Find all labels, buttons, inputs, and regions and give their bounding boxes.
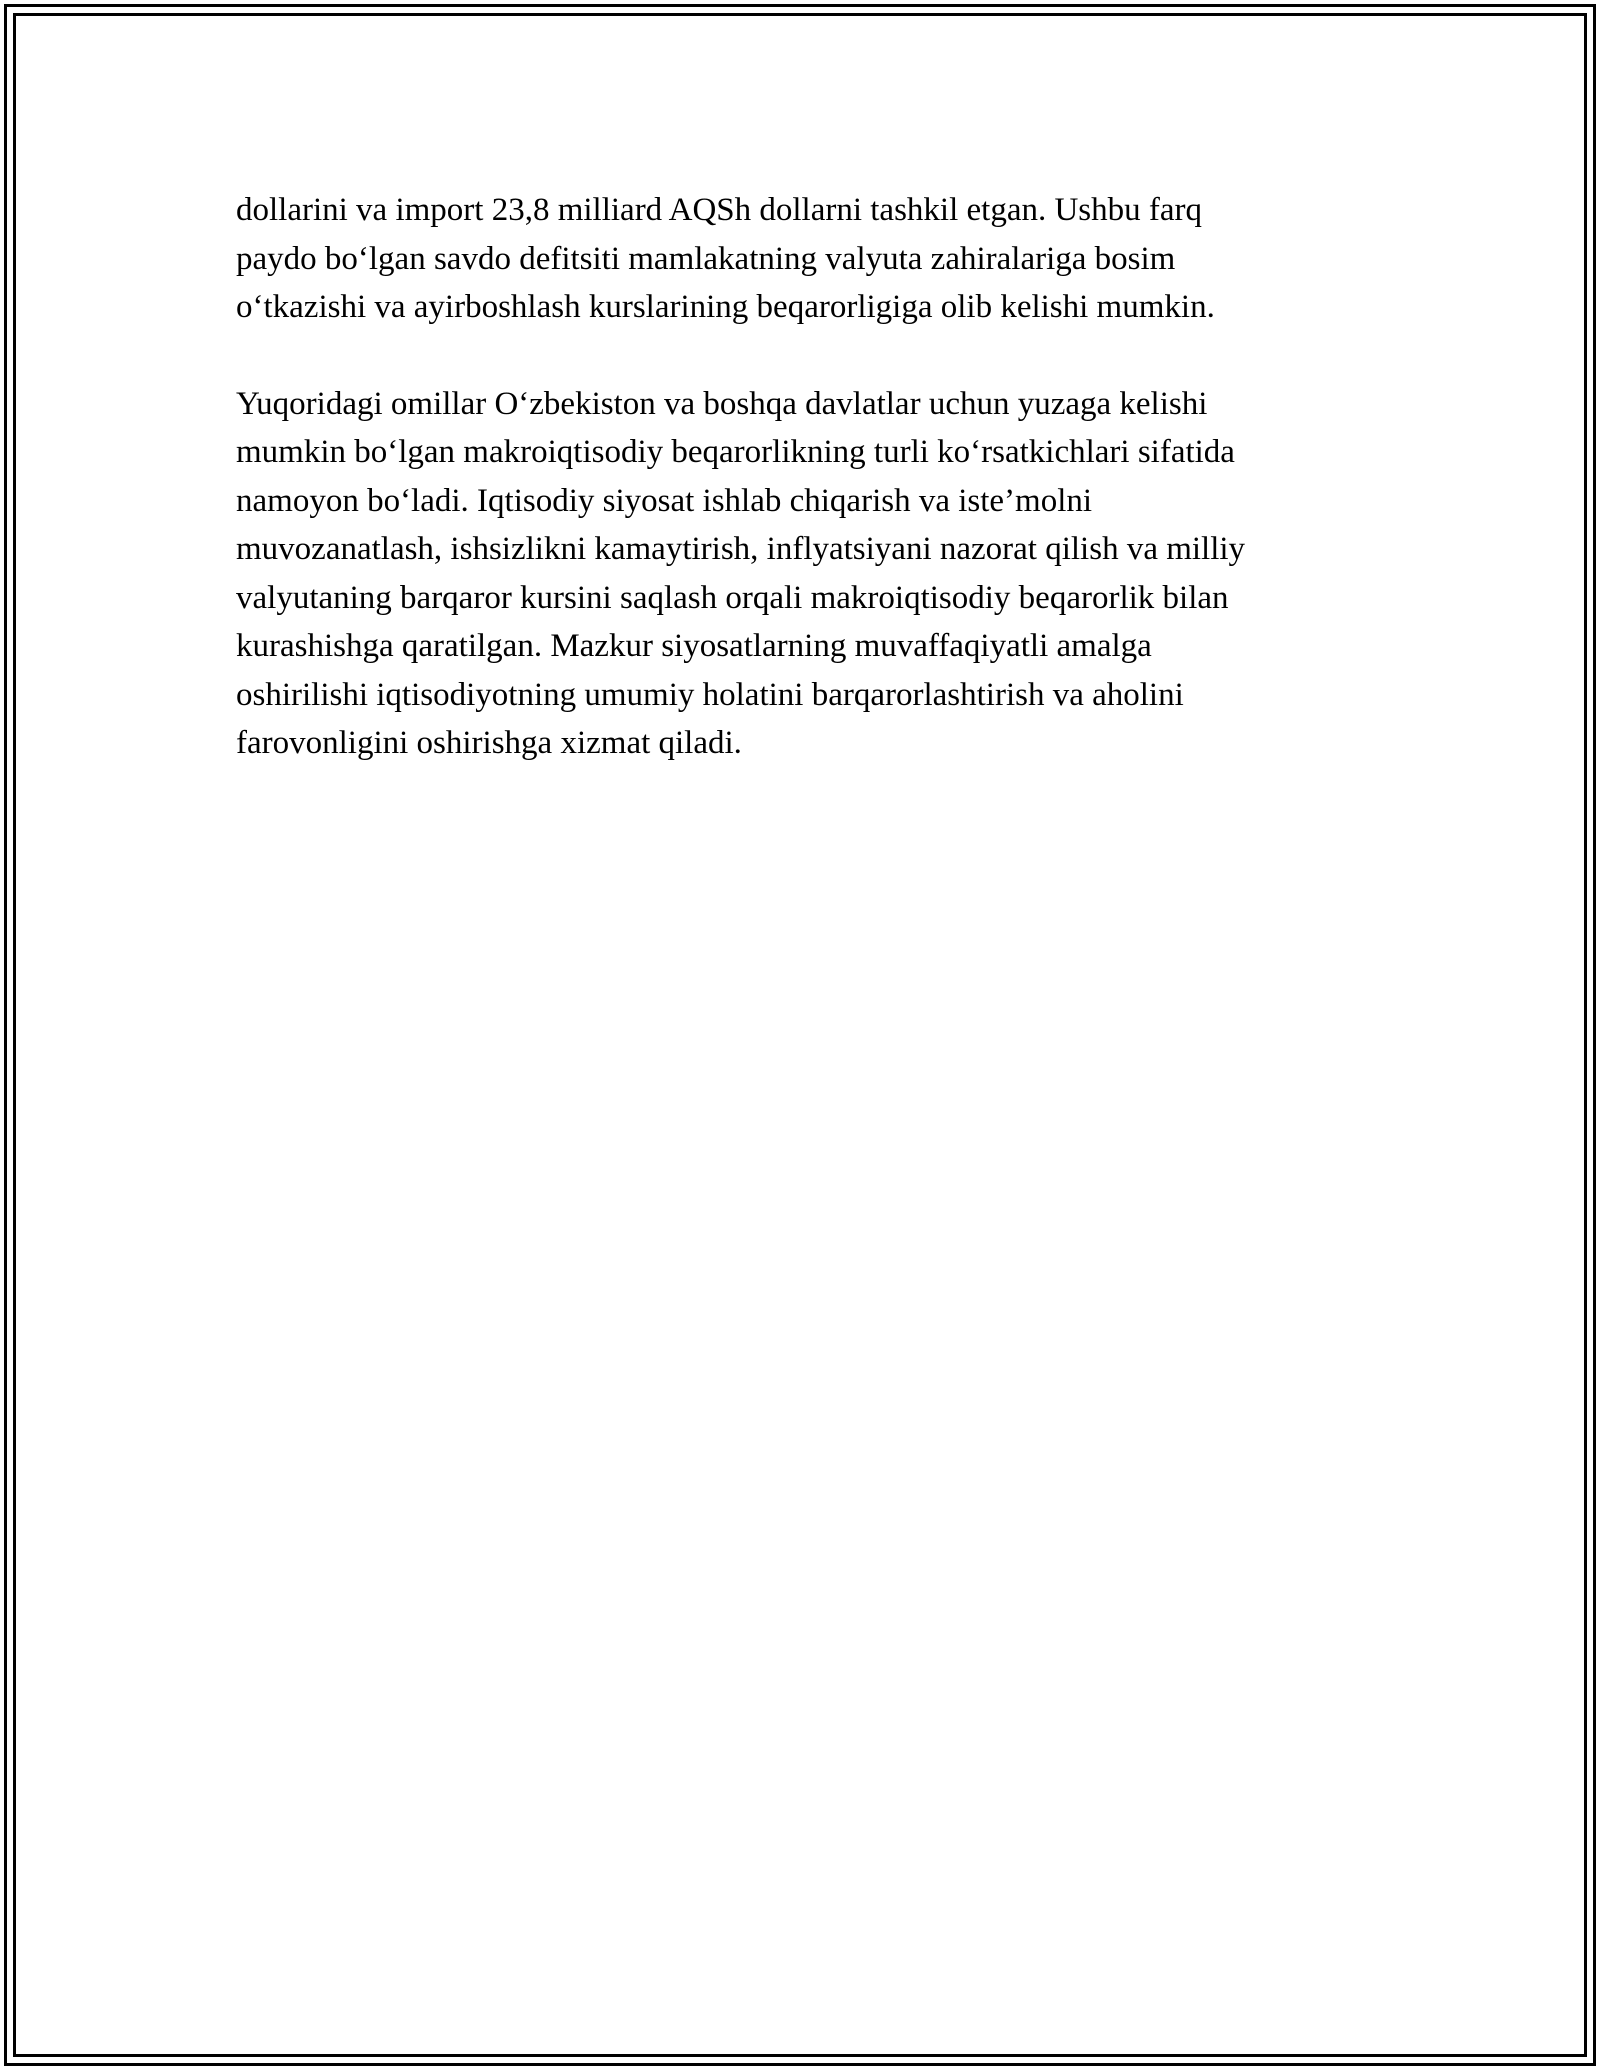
paragraph-1 <box>236 186 1406 332</box>
paragraph-2 <box>236 380 1406 768</box>
paragraph-line: mumkin bo‘lgan makroiqtisodiy beqarorlikning turli ko‘rsatkichlari sifatida <box>236 434 1235 470</box>
document-body <box>236 186 1406 816</box>
paragraph-line: oshirilishi iqtisodiyotning umumiy holatini barqarorlashtirish va aholini <box>236 676 1184 713</box>
paragraph-line: muvozanatlash, ishsizlikni kamaytirish, inflyatsiyani nazorat qilish va milliy <box>236 531 1246 567</box>
paragraph-line: paydo bo‘lgan savdo defitsiti mamlakatning valyuta zahiralariga bosim <box>236 240 1176 277</box>
paragraph-line: namoyon bo‘ladi. Iqtisodiy siyosat ishlab chiqarish va iste’molni <box>236 482 1093 519</box>
paragraph-line: o‘tkazishi va ayirboshlash kurslarining beqarorligiga olib kelishi mumkin. <box>236 289 1215 325</box>
paragraph-line: valyutaning barqaror kursini saqlash orqali makroiqtisodiy beqarorlik bilan <box>236 579 1229 616</box>
paragraph-line: Yuqoridagi omillar O‘zbekiston va boshqa davlatlar uchun yuzaga kelishi <box>236 385 1208 422</box>
paragraph-line: kurashishga qaratilgan. Mazkur siyosatlarning muvaffaqiyatli amalga <box>236 628 1152 664</box>
paragraph-line: dollarini va import 23,8 milliard AQSh dollarni tashkil etgan. Ushbu farq <box>236 192 1203 228</box>
paragraph-line: farovonligini oshirishga xizmat qiladi. <box>236 725 742 761</box>
